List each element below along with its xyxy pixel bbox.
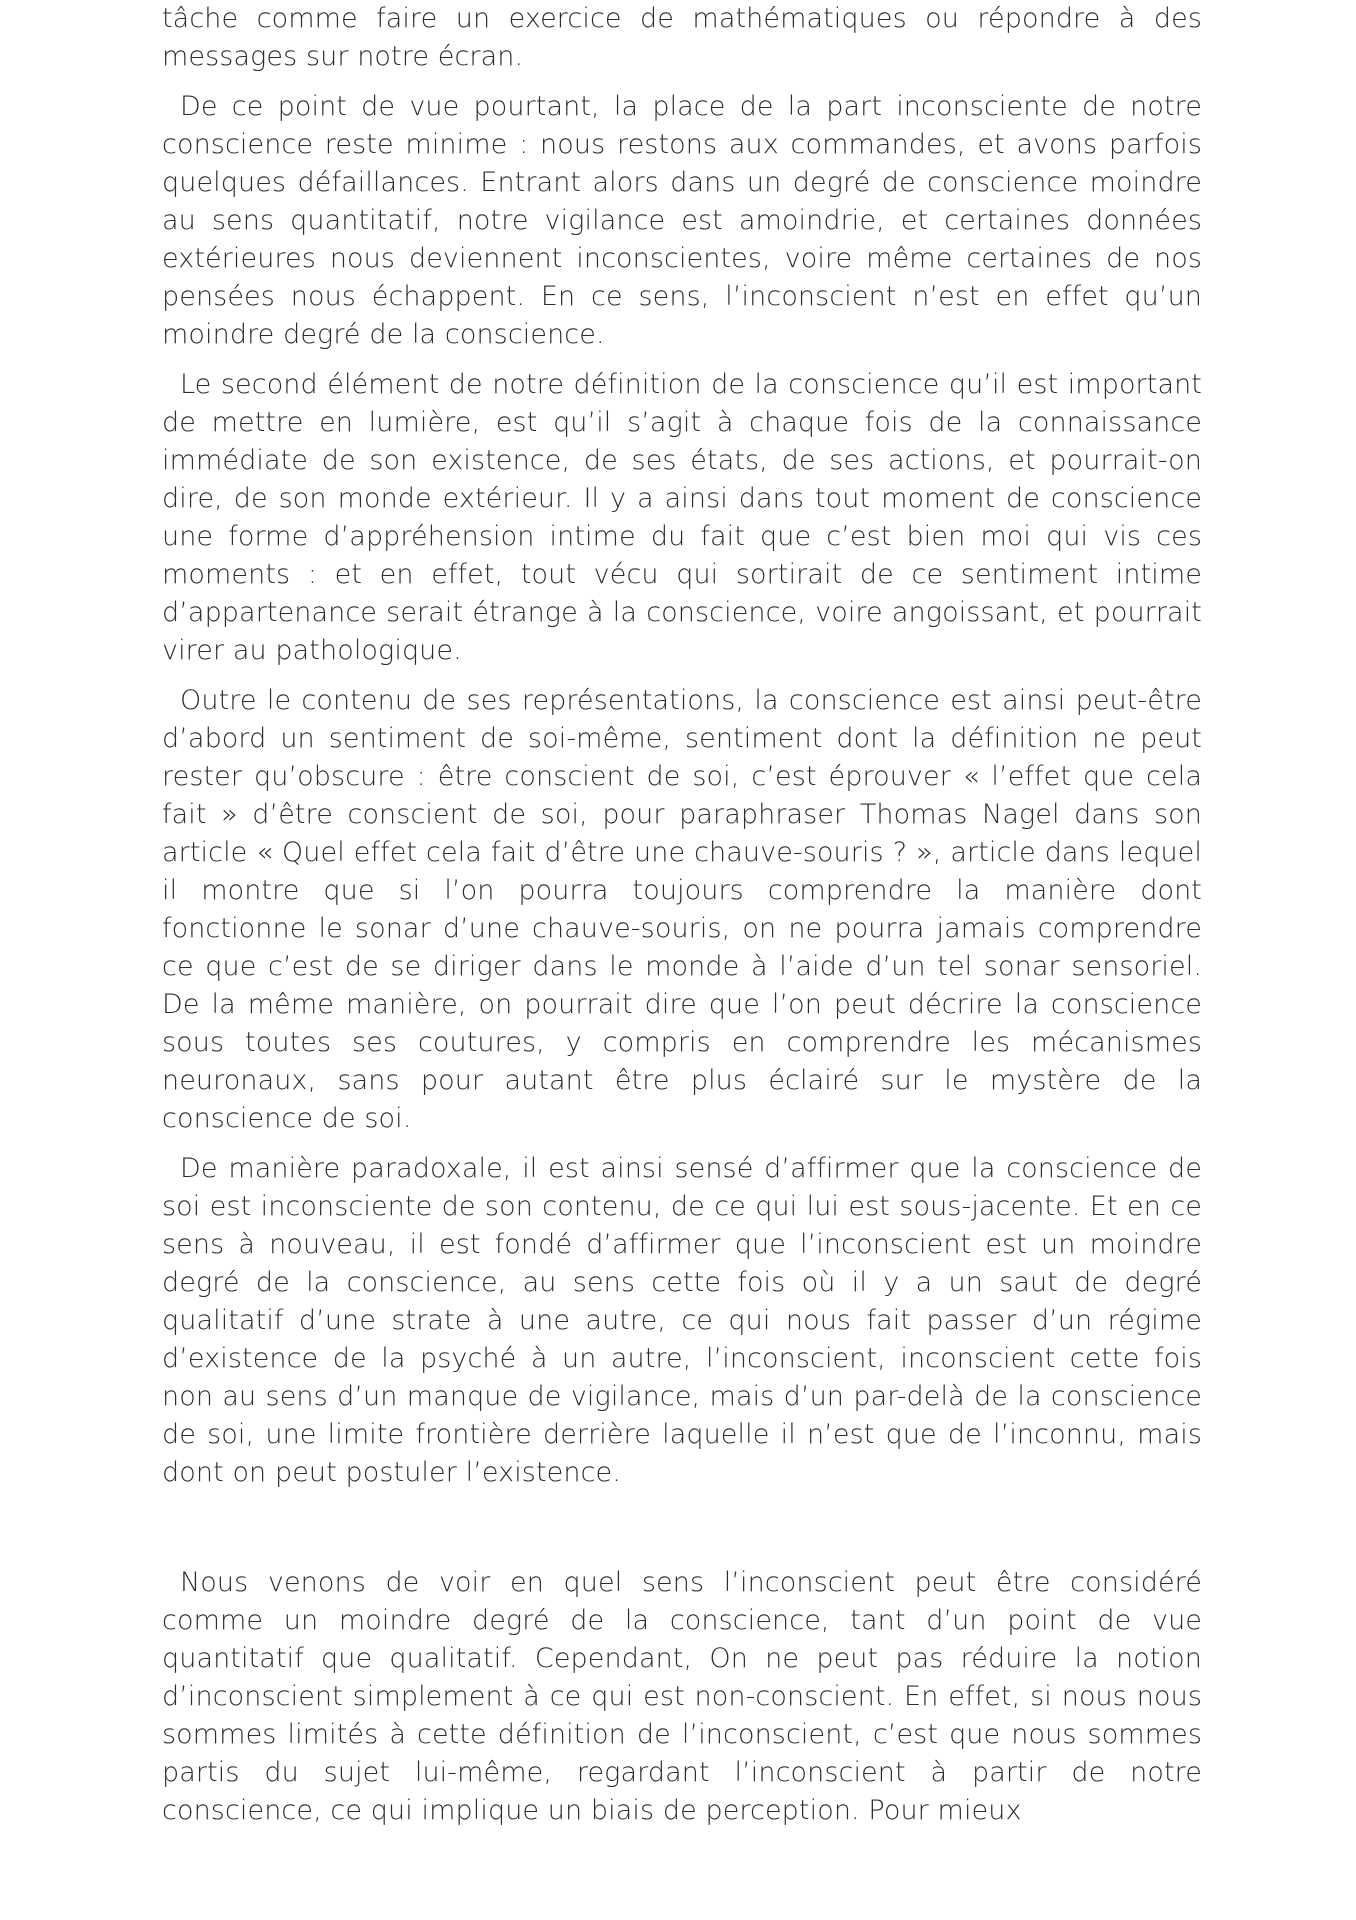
document-page [162,0,1202,1842]
paragraph-vigilance: De ce point de vue pourtant, la place de la part inconsciente de notre conscience reste minime : nous restons aux commandes, et avons parfois quelques défaillances. Entrant alors dans un degré de conscience moindre au sens quantitatif, notre vigilance est amoindrie, et certaines données extérieures nous deviennent inconscientes, voire même certaines de nos pensées nous échappent. En ce sens, l’inconscient n’est en effet qu’un moindre degré de la conscience. [162,91,1202,350]
paragraph-second-element: Le second élément de notre définition de la conscience qu’il est important de mettre en lumière, est qu’il s’agit à chaque fois de la connaissance immédiate de son existence, de ses états, de ses actions, et pourrait-on dire, de son monde extérieur. Il y a ainsi dans tout moment de conscience une forme d’appréhension intime du fait que c’est bien moi qui vis ces moments : et en effet, tout vécu qui sortirait de ce sentiment intime d’appartenance serait étrange à la conscience, voire angoissant, et pourrait virer au pathologique. [162,369,1202,666]
paragraph-paradox: De manière paradoxale, il est ainsi sensé d’affirmer que la conscience de soi est inconsciente de son contenu, de ce qui lui est sous-jacente. Et en ce sens à nouveau, il est fondé d’affirmer que l’inconscient est un moindre degré de la conscience, au sens cette fois où il y a un saut de degré qualitatif d’une strate à une autre, ce qui nous fait passer d’un régime d’existence de la psyché à un autre, l’inconscient, inconscient cette fois non au sens d’un manque de vigilance, mais d’un par-delà de la conscience de soi, une limite frontière derrière laquelle il n’est que de l’inconnu, mais dont on peut postuler l’existence. [162,1153,1202,1488]
paragraph-transition: Nous venons de voir en quel sens l’inconscient peut être considéré comme un moindre degré de la conscience, tant d’un point de vue quantitatif que qualitatif. Cependant, On ne peut pas réduire la notion d’inconscient simplement à ce qui est non-conscient. En effet, si nous nous sommes limités à cette définition de l’inconscient, c’est que nous sommes partis du sujet lui-même, regardant l’inconscient à partir de notre conscience, ce qui implique un biais de perception. Pour mieux [162,1567,1202,1826]
paragraph-continued: tâche comme faire un exercice de mathématiques ou répondre à des messages sur notre écran. [162,3,1202,72]
paragraph-nagel: Outre le contenu de ses représentations, la conscience est ainsi peut-être d’abord un sentiment de soi-même, sentiment dont la définition ne peut rester qu’obscure : être conscient de soi, c’est éprouver « l’effet que cela fait » d’être conscient de soi, pour paraphraser Thomas Nagel dans son article « Quel effet cela fait d’être une chauve-souris ? », article dans lequel il montre que si l’on pourra toujours comprendre la manière dont fonctionne le sonar d’une chauve-souris, on ne pourra jamais comprendre ce que c’est de se diriger dans le monde à l’aide d’un tel sonar sensoriel. De la même manière, on pourrait dire que l’on peut décrire la conscience sous toutes ses coutures, y compris en comprendre les mécanismes neuronaux, sans pour autant être plus éclairé sur le mystère de la conscience de soi. [162,685,1202,1134]
